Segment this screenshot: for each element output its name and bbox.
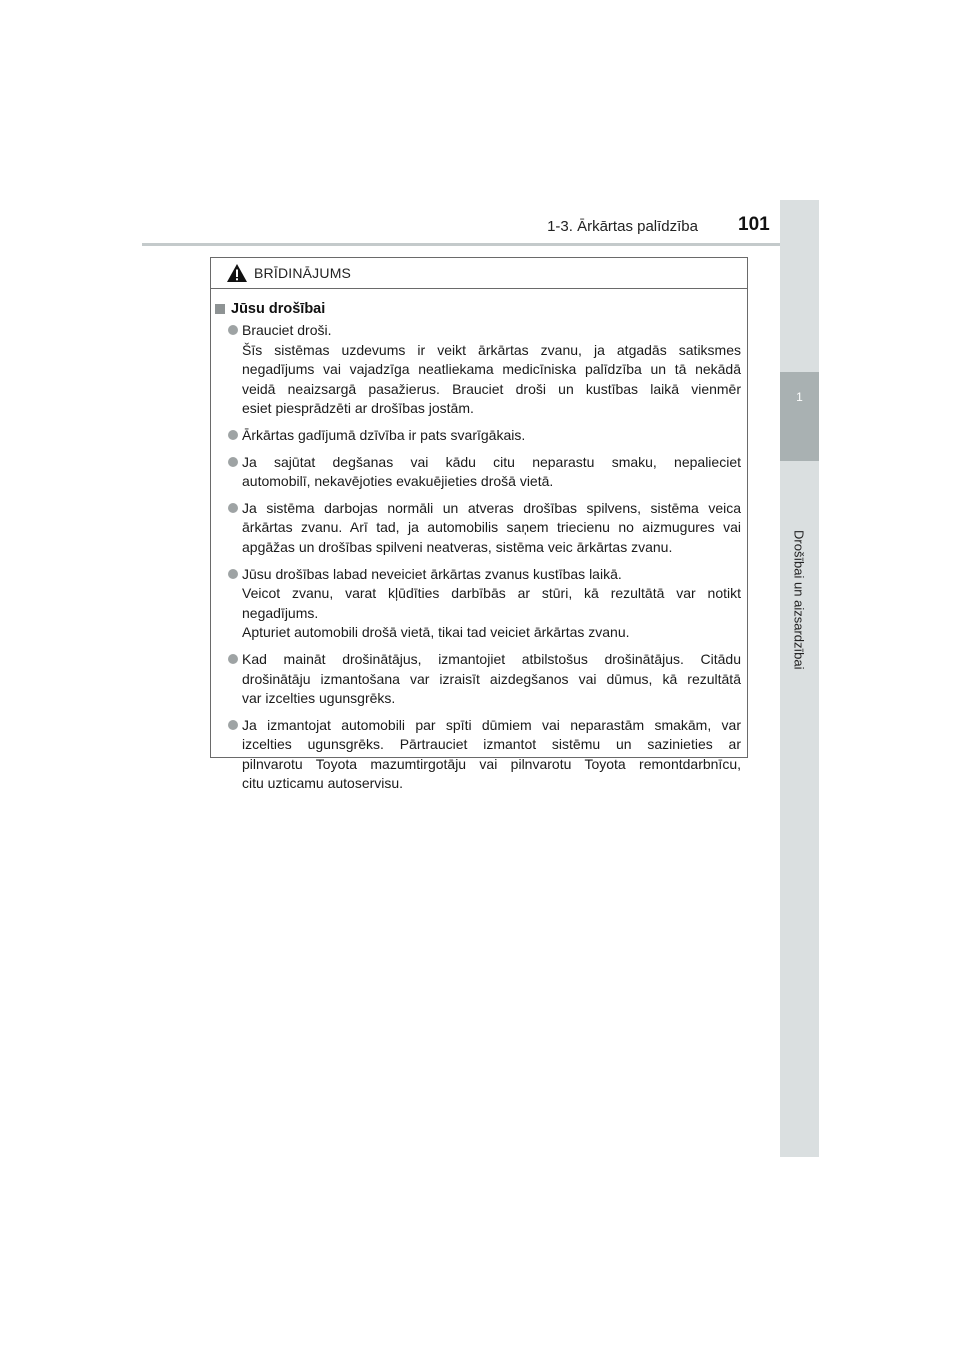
warning-header xyxy=(211,258,747,289)
round-bullet-icon xyxy=(228,325,238,335)
list-item xyxy=(215,426,741,446)
round-bullet-icon xyxy=(228,457,238,467)
chapter-side-tab xyxy=(780,200,819,1157)
chapter-label: Drošībai un aizsardzībai xyxy=(791,530,807,670)
text-line: izcelties ugunsgrēks. Pārtrauciet izmantot sistēmu un sazinieties ar xyxy=(242,736,741,753)
list-item xyxy=(215,499,741,558)
text-line: Apturiet automobili drošā vietā, tikai tad veiciet ārkārtas zvanu. xyxy=(242,624,630,641)
section-heading xyxy=(215,301,741,317)
text-line: Brauciet droši. xyxy=(242,322,332,338)
list-item xyxy=(215,321,741,419)
text-line: negadījums vai vajadzīga neatliekama medicīniska palīdzība un tā nekādā xyxy=(242,361,741,378)
text-line: negadījums. xyxy=(242,604,319,621)
list-item xyxy=(215,565,741,643)
warning-title: BRĪDINĀJUMS xyxy=(254,265,352,281)
round-bullet-icon xyxy=(228,720,238,730)
warning-box xyxy=(210,257,748,792)
text-line: ārkārtas zvanu. Arī tad, ja automobilis saņem triecienu no aizmugures vai xyxy=(242,519,741,536)
round-bullet-icon xyxy=(228,654,238,664)
warning-triangle-icon xyxy=(226,263,248,283)
text-line: pilnvarotu Toyota mazumtirgotāju vai pilnvarotu Toyota remontdarbnīcu, xyxy=(242,755,741,772)
square-bullet-icon xyxy=(215,304,225,314)
text-line: citu uzticamu autoservisu. xyxy=(242,775,404,792)
text-line: automobilī, nekavējoties evakuējieties drošā vietā. xyxy=(242,473,554,490)
text-line: esiet piesprādzēti ar drošības jostām. xyxy=(242,400,474,417)
section-title: 1-3. Ārkārtas palīdzība xyxy=(547,218,698,235)
text-line: Veicot zvanu, varat kļūdīties darbībās ar stūri, kā rezultātā var notikt xyxy=(242,585,741,602)
text-line: veidā neaizsargā pasažierus. Brauciet droši un kustības laikā vienmēr xyxy=(242,380,741,397)
text-line: Ārkārtas gadījumā dzīvība ir pats svarīgākais. xyxy=(242,426,526,443)
text-line: Jūsu drošības labad neveiciet ārkārtas zvanus kustības laikā. xyxy=(242,565,622,582)
round-bullet-icon xyxy=(228,503,238,513)
chapter-number: 1 xyxy=(796,390,803,404)
text-line: Ja sajūtat degšanas vai kādu citu neparastu smaku, nepalieciet xyxy=(242,453,741,470)
text-line: drošinātāju izmantošana var izraisīt aizdegšanos vai dūmus, kā rezultātā xyxy=(242,670,741,687)
text-line: var izcelties ugunsgrēks. xyxy=(242,690,396,707)
bullet-list xyxy=(215,321,741,794)
text-line: Kad maināt drošinātājus, izmantojiet atbilstošus drošinātājus. Citādu xyxy=(242,650,741,667)
header-rule xyxy=(142,243,819,246)
round-bullet-icon xyxy=(228,430,238,440)
chapter-tab-active-marker xyxy=(780,372,819,461)
text-line: Ja sistēma darbojas normāli un atveras drošības spilvens, sistēma veica xyxy=(242,499,741,516)
warning-body xyxy=(211,289,747,794)
list-item xyxy=(215,453,741,492)
list-item xyxy=(215,650,741,709)
text-line: apgāžas un drošības spilveni neatveras, sistēma veic ārkārtas zvanu. xyxy=(242,538,673,555)
text-line: Ja izmantojat automobili par spīti dūmiem vai neparastām smakām, var xyxy=(242,716,741,733)
round-bullet-icon xyxy=(228,569,238,579)
section-heading-text: Jūsu drošībai xyxy=(231,301,326,317)
page-number: 101 xyxy=(738,214,770,235)
text-line: Šīs sistēmas uzdevums ir veikt ārkārtas zvanu, ja atgadās satiksmes xyxy=(242,341,741,358)
list-item xyxy=(215,716,741,794)
